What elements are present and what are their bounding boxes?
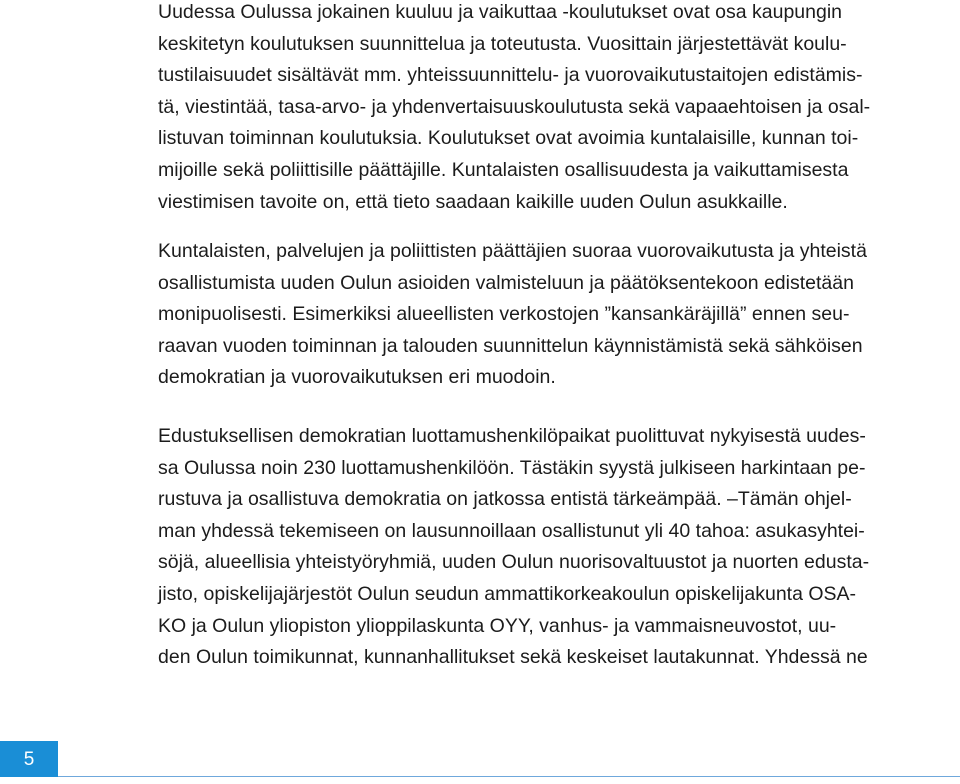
text-line: KO ja Oulun yliopiston ylioppilaskunta OYY, vanhus- ja vammaisneuvostot, uu-	[158, 614, 837, 637]
text-line: man yhdessä tekemiseen on lausunnoillaan osallistunut yli 40 tahoa: asukasyhtei-	[158, 519, 865, 542]
text-line: tä, viestintää, tasa-arvo- ja yhdenvertaisuuskoulutusta sekä vapaaehtoisen ja osal-	[158, 95, 871, 118]
paragraph-edustuksellinen-demokratia	[158, 421, 958, 674]
text-line: den Oulun toimikunnat, kunnanhallitukset sekä keskeiset lautakunnat. Yhdessä ne	[158, 646, 868, 669]
paragraph-koulutukset	[158, 0, 958, 218]
text-line: listuvan toiminnan koulutuksia. Koulutukset ovat avoimia kuntalaisille, kunnan toi-	[158, 127, 859, 150]
text-line: viestimisen tavoite on, että tieto saadaan kaikille uuden Oulun asukkaille.	[158, 190, 788, 213]
text-line: sa Oulussa noin 230 luottamushenkilöön. Tästäkin syystä julkiseen harkintaan pe-	[158, 456, 866, 479]
footer-rule	[58, 776, 960, 777]
text-line: Kuntalaisten, palvelujen ja poliittisten päättäjien suoraa vuorovaikutusta ja yhteistä	[158, 240, 867, 262]
text-line: söjä, alueellisia yhteistyöryhmiä, uuden Oulun nuorisovaltuustot ja nuorten edusta-	[158, 551, 870, 574]
text-line: Uudessa Oulussa jokainen kuuluu ja vaikuttaa -koulutukset ovat osa kaupungin	[158, 1, 843, 23]
text-line: Edustuksellisen demokratian luottamushenkilöpaikat puolittuvat nykyisestä uudes-	[158, 425, 866, 447]
text-line: mijoille sekä poliittisille päättäjille. Kuntalaisten osallisuudesta ja vaikuttamisesta	[158, 158, 849, 181]
paragraph-vuorovaikutus	[158, 236, 958, 394]
text-line: jisto, opiskelijajärjestöt Oulun seudun ammattikorkeakoulun opiskelijakunta OSA-	[158, 582, 857, 605]
page-footer	[0, 741, 960, 784]
text-line: keskitetyn koulutuksen suunnittelua ja toteutusta. Vuosittain järjestettävät koulu-	[158, 32, 847, 55]
text-line: demokratian ja vuorovaikutuksen eri muodoin.	[158, 366, 556, 389]
page-number-badge: 5	[0, 741, 58, 777]
text-line: osallistumista uuden Oulun asioiden valmisteluun ja päätöksentekoon edistetään	[158, 271, 854, 294]
text-line: tustilaisuudet sisältävät mm. yhteissuunnittelu- ja vuorovaikutustaitojen edistämis-	[158, 64, 863, 87]
text-line: rustuva ja osallistuva demokratia on jatkossa entistä tärkeämpää. –Tämän ohjel-	[158, 488, 852, 511]
text-line: monipuolisesti. Esimerkiksi alueellisten verkostojen ”kansankäräjillä” ennen seu-	[158, 303, 850, 326]
text-line: raavan vuoden toiminnan ja talouden suunnittelun käynnistämistä sekä sähköisen	[158, 334, 863, 357]
